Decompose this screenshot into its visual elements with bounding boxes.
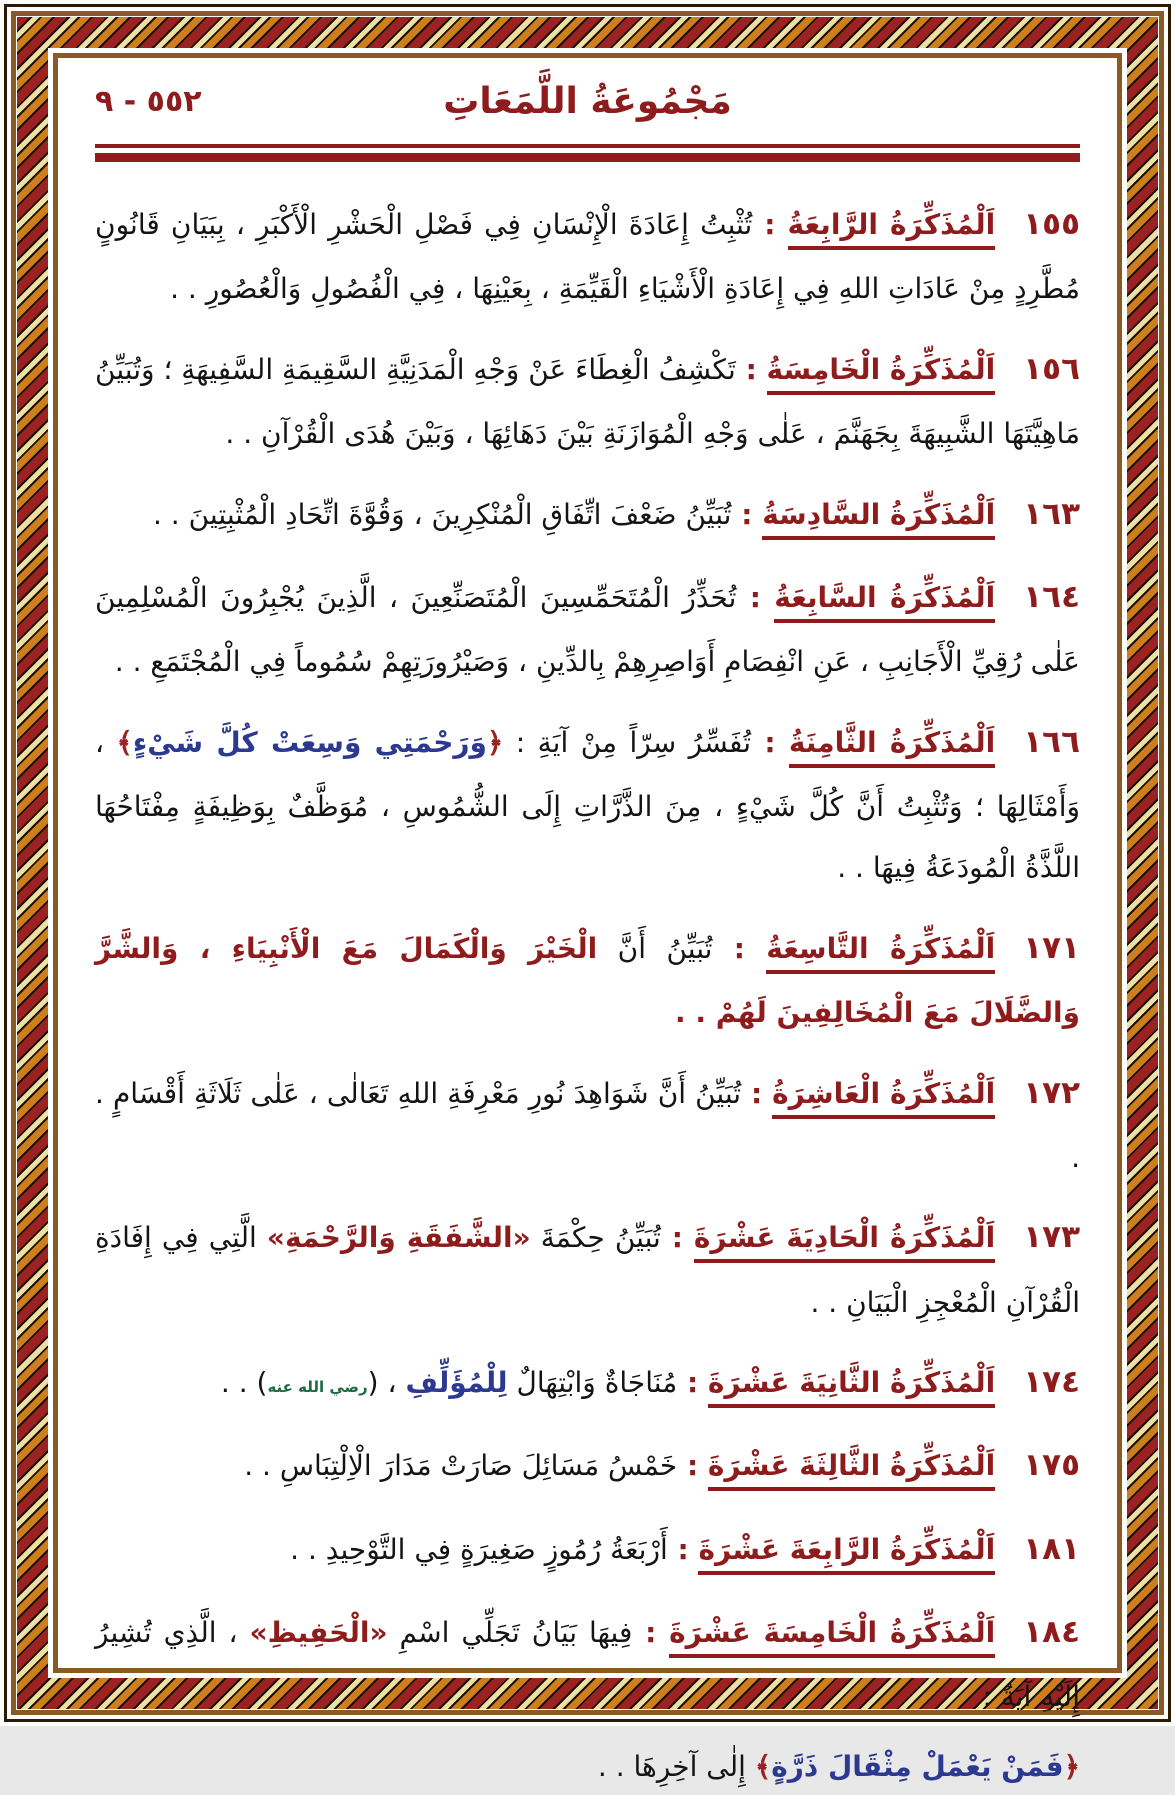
entry-text-segment: تُبَيِّنُ ضَعْفَ اتِّفَاقِ الْمُنْكِرِينَ ، وَقُوَّةَ اتِّحَادِ الْمُثْبِتِينَ . . (153, 497, 732, 531)
entry-title-separator: : (677, 1366, 708, 1400)
page-header (95, 70, 1080, 134)
entry-number: ١٧٥ (1023, 1447, 1080, 1484)
entry-number: ١٥٥ (1023, 206, 1080, 242)
entry-text-segment: رضي الله عنه (267, 1378, 368, 1397)
page-content (95, 70, 1081, 1783)
verse-segment: ﴿ (1063, 1749, 1080, 1783)
entry-text-segment: ، الَّذِي تُشِيرُ إِلَيْهِ آيَةُ : (95, 1615, 1080, 1713)
entry-title: اَلْمُذَكِّرَةُ التَّاسِعَةُ (766, 932, 995, 974)
entry-title: اَلْمُذَكِّرَةُ الثَّامِنَةُ (789, 726, 995, 768)
rule-bottom-line (95, 153, 1080, 162)
entry-number: ١٨٤ (1023, 1613, 1080, 1650)
entry-text-segment: أَرْبَعَةُ رُمُوزٍ صَغِيرَةٍ فِي التَّوْحِيدِ . . (290, 1532, 668, 1566)
rule-top-line (95, 144, 1080, 148)
quran-verse-line (95, 1739, 1080, 1795)
entry-title-separator: : (677, 1449, 708, 1483)
entry-title: اَلْمُذَكِّرَةُ الْعَاشِرَةُ (772, 1077, 995, 1119)
entry-title-separator: : (632, 1615, 670, 1649)
entry-title: اَلْمُذَكِّرَةُ السَّابِعَةُ (774, 581, 995, 623)
entry-title-separator: : (751, 725, 789, 759)
verse-segment: إِلٰى آخِرِهَا . . (597, 1749, 755, 1783)
entry-title-separator: : (752, 208, 788, 241)
entry-title: اَلْمُذَكِّرَةُ الرَّابِعَةَ عَشْرَةَ (698, 1533, 995, 1575)
entry-title-separator: : (741, 1076, 773, 1110)
entry-number: ١٧٢ (1023, 1074, 1080, 1111)
entry-title: اَلْمُذَكِّرَةُ الْخَامِسَةَ عَشْرَةَ (669, 1616, 995, 1658)
entry-number: ١٧١ (1023, 929, 1080, 966)
book-title: مَجْمُوعَةُ اللَّمَعَاتِ (443, 81, 732, 122)
entry-text-segment: تُبَيِّنُ أَنَّ (597, 931, 713, 965)
toc-entry (95, 914, 1080, 1044)
toc-entry (95, 1598, 1080, 1728)
entry-text-segment: تُبَيِّنُ حِكْمَةَ (530, 1221, 661, 1255)
entry-text-segment: تَكْشِفُ الْغِطَاءَ عَنْ وَجْهِ الْمَدَنِيَّةِ السَّقِيمَةِ السَّفِيهَةِ ؛ وَتُبَيِّنُ مَاهِيَّتَهَا الشَّبِيهَةَ بِجَهَنَّمَ ، عَلٰى وَجْهِ الْمُوَازَنَةِ بَيْنَ دَهَائِهَا ، وَبَيْنَ هُدَى الْقُرْآنِ . . (95, 352, 1080, 450)
entry-title: اَلْمُذَكِّرَةُ السَّادِسَةُ (762, 498, 995, 540)
entry-title-separator: : (736, 580, 775, 614)
page-number: ٥٥٢ - ٩ (95, 84, 202, 119)
entry-title-separator: : (660, 1221, 694, 1255)
entry-text-segment: ﴿ (486, 725, 504, 759)
entry-text-segment: ) . . (220, 1366, 268, 1400)
entry-title-separator: : (735, 352, 767, 386)
toc-list (95, 190, 1080, 1795)
toc-entry (95, 563, 1080, 693)
entry-title-separator: : (712, 931, 767, 965)
toc-entry (95, 335, 1080, 465)
entry-text-segment: وَرَحْمَتِي وَسِعَتْ كُلَّ شَيْءٍ (132, 725, 487, 759)
entry-number: ١٦٦ (1023, 723, 1080, 760)
toc-entry (95, 1515, 1080, 1583)
entry-number: ١٧٤ (1023, 1364, 1080, 1401)
entry-text-segment: ﴾ (116, 725, 133, 759)
entry-text-segment: تُحَذِّرُ الْمُتَحَمِّسِينَ الْمُتَصَنِّعِينَ ، الَّذِينَ يُجْبِرُونَ الْمُسْلِمِينَ عَلٰى رُقِيِّ الْأَجَانِبِ ، عَنِ انْفِصَامِ أَوَاصِرِهِمْ بِالدِّينِ ، وَصَيْرُورَتِهِمْ سُمُوماً فِي الْمُجْتَمَعِ . . (95, 580, 1080, 678)
toc-entry (95, 1431, 1080, 1499)
entry-number: ١٦٤ (1023, 578, 1081, 615)
toc-entry (95, 1059, 1080, 1189)
entry-title: اَلْمُذَكِّرَةُ الْحَادِيَةَ عَشْرَةَ (694, 1221, 995, 1263)
toc-entry (95, 1348, 1080, 1416)
entry-title: اَلْمُذَكِّرَةُ الثَّالِثَةَ عَشْرَةَ (708, 1449, 995, 1491)
entry-title: اَلْمُذَكِّرَةُ الْخَامِسَةُ (767, 353, 996, 395)
entry-text-segment: تُفَسِّرُ سِرّاً مِنْ آيَةِ : (503, 725, 752, 759)
toc-entry (95, 480, 1080, 548)
entry-text-segment: «الشَّفَقَةِ وَالرَّحْمَةِ» (266, 1221, 531, 1255)
entry-text-segment: ، وَأَمْثَالِهَا ؛ وَتُثْبِتُ أَنَّ كُلَّ شَيْءٍ ، مِنَ الذَّرَّاتِ إِلَى الشُّمُوسِ ، مُوَظَّفٌ بِوَظِيفَةٍ مِفْتَاحُهَا اللَّذَّةُ الْمُودَعَةُ فِيهَا . . (95, 725, 1080, 885)
entry-text-segment: مُنَاجَاةٌ وَابْتِهَالٌ (507, 1366, 678, 1400)
entry-title: اَلْمُذَكِّرَةُ الرَّابِعَةُ (788, 208, 996, 250)
entry-text-segment: الَّتِي فِي إِفَادَةِ الْقُرْآنِ الْمُعْجِزِ الْبَيَانِ . . (95, 1221, 1080, 1319)
entry-text-segment: خَمْسُ مَسَائِلَ صَارَتْ مَدَارَ الْاِلْتِبَاسِ . . (244, 1449, 678, 1483)
toc-entry (95, 708, 1080, 899)
entry-text-segment: فِيهَا بَيَانُ تَجَلِّي اسْمِ (387, 1615, 633, 1649)
toc-entry (95, 190, 1080, 320)
entry-title-separator: : (731, 497, 763, 531)
verse-segment: فَمَنْ يَعْمَلْ مِثْقَالَ ذَرَّةٍ (771, 1749, 1064, 1783)
entry-text-segment: تُبَيِّنُ أَنَّ شَوَاهِدَ نُورِ مَعْرِفَةِ اللهِ تَعَالٰى ، عَلٰى ثَلَاثَةِ أَقْسَامٍ . . (95, 1076, 1080, 1174)
entry-text-segment: «الْحَفِيظِ» (249, 1615, 388, 1649)
verse-segment: ﴾ (754, 1749, 772, 1783)
header-double-rule (95, 144, 1080, 162)
entry-number: ١٦٣ (1023, 495, 1080, 532)
entry-number: ١٧٣ (1023, 1219, 1080, 1256)
entry-text-segment: الْخَيْرَ وَالْكَمَالَ مَعَ الْأَنْبِيَاءِ ، وَالشَّرَّ وَالضَّلَالَ مَعَ الْمُخَالِفِينَ لَهُمْ . . (95, 931, 1080, 1030)
toc-entry (95, 1203, 1080, 1333)
entry-number: ١٨١ (1023, 1530, 1080, 1567)
entry-number: ١٥٦ (1023, 350, 1080, 387)
entry-title-separator: : (667, 1532, 699, 1566)
entry-text-segment: لِلْمُؤَلِّفِ (405, 1366, 508, 1400)
entry-title: اَلْمُذَكِّرَةُ الثَّانِيَةَ عَشْرَةَ (708, 1366, 995, 1408)
entry-text-segment: تُثْبِتُ إِعَادَةَ الْإِنْسَانِ فِي فَصْلِ الْحَشْرِ الْأَكْبَرِ ، بِبَيَانِ قَانُونٍ مُطَّرِدٍ مِنْ عَادَاتِ اللهِ فِي إِعَادَةِ الْأَشْيَاءِ الْقَيِّمَةِ ، بِعَيْنِهَا ، فِي الْفُصُولِ وَالْعُصُورِ . . (95, 208, 1080, 306)
entry-text-segment: ، ( (367, 1366, 406, 1400)
